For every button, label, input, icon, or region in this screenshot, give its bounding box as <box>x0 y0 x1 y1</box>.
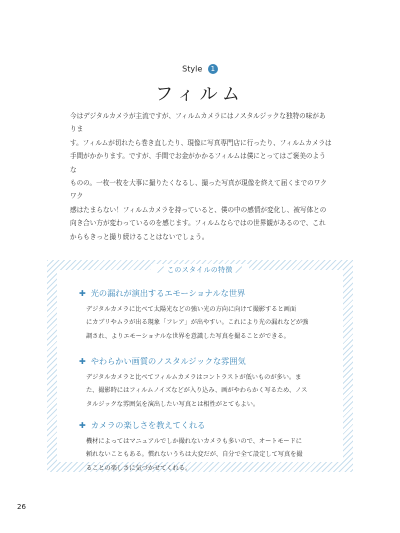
intro-text <box>70 110 332 244</box>
feature-body-line: 調され、よりエモーショナルな世界を意識した写真を撮ることができる。 <box>86 332 290 340</box>
plus-icon: ✚ <box>79 421 86 430</box>
style-label <box>0 64 400 74</box>
feature-body-line: 頼れないこともある。慣れないうちは大変だが、自分で全て設定して写真を撮 <box>86 451 303 459</box>
features-box <box>47 260 353 472</box>
style-number-badge: 1 <box>208 64 218 74</box>
feature-body-line: デジタルカメラと比べてフィルムカメラはコントラストが低いものが多い。ま <box>86 374 302 381</box>
feature-title-text: カメラの楽しさを教えてくれる <box>90 420 206 430</box>
features-heading <box>57 257 343 276</box>
feature-body-line: タルジックな雰囲気を演出したい写真とは相性がとてもよい。 <box>86 400 260 408</box>
page-number: 26 <box>17 503 26 511</box>
features-heading-text: ／ このスタイルの特徴 ／ <box>151 264 248 274</box>
plus-icon: ✚ <box>79 357 86 366</box>
page-title: フィルム <box>155 84 245 105</box>
feature-section-3 <box>79 420 325 475</box>
intro-line: す。フィルムが切れたら巻き直したり、現像に写真専門店に行ったり、フィルムカメラは <box>70 138 332 147</box>
feature-body-line: ることの楽しさに気づかせてくれる。 <box>86 464 192 472</box>
intro-line: 手間がかかります。ですが、手間でお金がかかるフィルムは僕にとってはご褒美のような <box>70 152 326 174</box>
feature-title <box>79 420 325 431</box>
feature-section-1 <box>79 288 325 343</box>
feature-title-text: 光の漏れが演出するエモーショナルな世界 <box>90 288 246 298</box>
feature-title <box>79 288 325 299</box>
intro-line: からもきっと撮り続けることはないでしょう。 <box>70 232 209 241</box>
intro-line: ものの。一枚一枚を大事に撮りたくなるし、撮った写真が現像を終えて届くまでのワクワク <box>70 179 327 201</box>
feature-body-line: 機材によってはマニュアルでしか撮れないカメラも多いので、オートモードに <box>86 438 302 445</box>
feature-title-text: やわらかい画質のノスタルジックな雰囲気 <box>90 356 246 366</box>
feature-title <box>79 356 325 367</box>
intro-line: 感はたまらない！フィルムカメラを持っていると、僕の中の感情が変化し、被写体との <box>70 205 327 214</box>
features-box-inner <box>57 266 343 472</box>
feature-section-2 <box>79 356 325 411</box>
plus-icon: ✚ <box>79 289 86 298</box>
intro-line: 向き合い方が変わっているのを感じます。フィルムならではの世界観があるので、これ <box>70 219 326 228</box>
feature-body-line: にカブリやムラが出る現象「フレア」が出やすい。これにより光の漏れなどが強 <box>86 319 309 327</box>
feature-body-line: た、撮影時にはフィルムノイズなどが入り込み、画がやわらかく写るため、ノス <box>86 387 308 395</box>
style-text: Style <box>182 64 203 74</box>
feature-body-line: デジタルカメラに比べて太陽光などの強い光の方向に向けて撮影すると画面 <box>86 306 297 313</box>
intro-line: 今はデジタルカメラが主流ですが、フィルムカメラにはノスタルジックな独特の味がありま <box>70 112 326 134</box>
